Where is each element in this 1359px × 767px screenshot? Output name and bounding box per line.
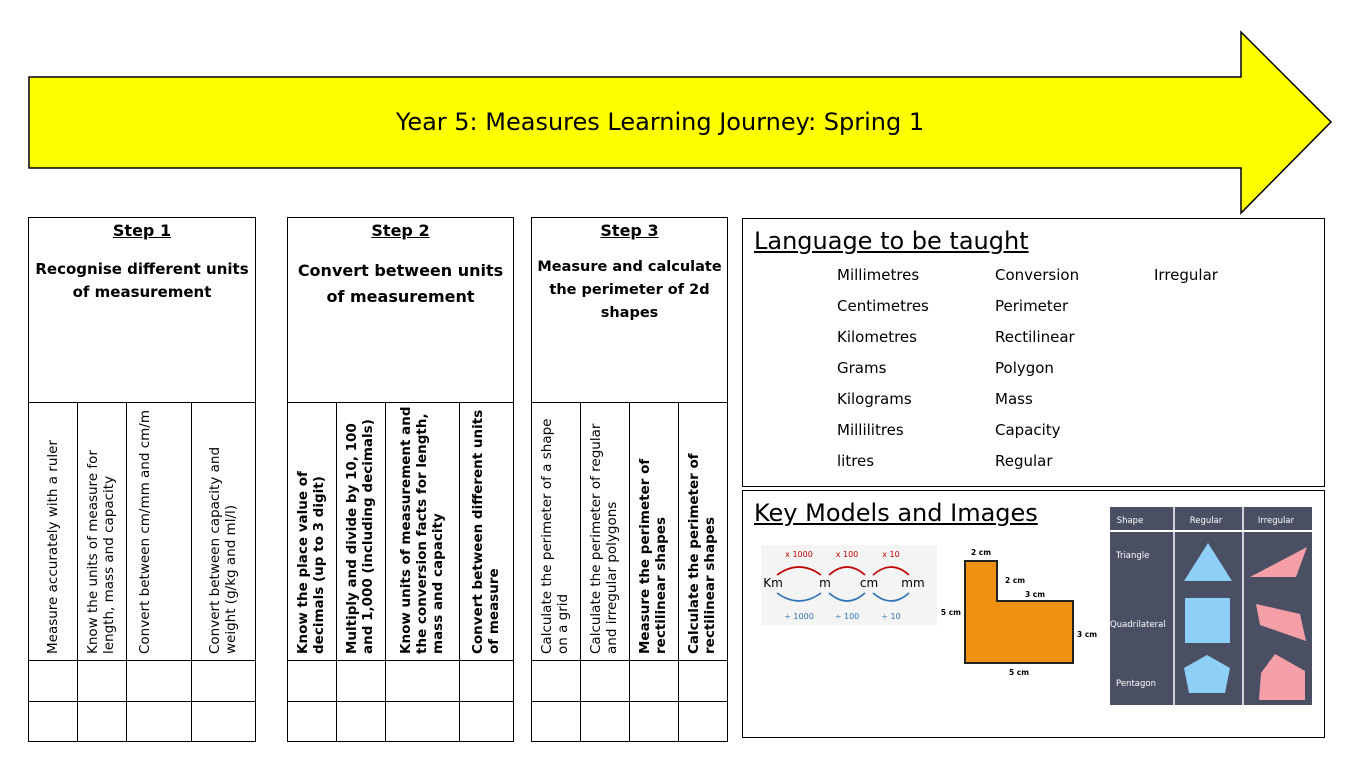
multiply-label: x 1000: [785, 550, 813, 559]
step-2-description: Convert between units of measurement: [297, 261, 504, 306]
step-3-item: Measure the perimeter of rectilinear shapes: [630, 402, 679, 660]
vocabulary-word: Polygon: [995, 359, 1054, 377]
vocabulary-word: Mass: [995, 390, 1033, 408]
vocabulary-word: Regular: [995, 452, 1053, 470]
dimension-label: 3 cm: [1024, 590, 1046, 599]
vocabulary-word: Capacity: [995, 421, 1061, 439]
step-1-item: Convert between capacity and weight (g/kg and ml/l): [206, 446, 239, 654]
step-2-item: Convert between different units of measure: [469, 409, 502, 654]
vocabulary-word: Centimetres: [837, 297, 929, 315]
dimension-label: 5 cm: [1008, 668, 1030, 677]
divide-label: ÷ 100: [834, 612, 860, 621]
dimension-label: 2 cm: [1005, 576, 1026, 585]
multiply-label: x 10: [882, 550, 900, 559]
rectilinear-shape-diagram: [937, 543, 1107, 685]
vocabulary-word: litres: [837, 452, 875, 470]
step-2-title: Step 2: [371, 221, 430, 240]
step-1-description: Recognise different units of measurement: [35, 260, 249, 301]
models-panel: [742, 490, 1325, 738]
vocabulary-word: Millimetres: [837, 266, 920, 284]
page-title: Year 5: Measures Learning Journey: Spring 1: [395, 108, 925, 136]
vocabulary-word: Kilometres: [837, 328, 917, 346]
vocabulary-word: Conversion: [995, 266, 1080, 284]
table-header: Regular: [1189, 516, 1223, 526]
divide-label: ÷ 1000: [784, 612, 814, 621]
step-3-header: [532, 218, 727, 403]
step-1-item: Convert between cm/mm and cm/m: [127, 402, 192, 660]
step-1-header: [29, 218, 255, 403]
step-3-item: Calculate the perimeter of a shape on a grid: [532, 402, 581, 660]
step-3-item: Calculate the perimeter of regular and irregular polygons: [581, 402, 630, 660]
table-row-label: Triangle: [1116, 551, 1150, 561]
step-3-title: Step 3: [600, 221, 659, 240]
dimension-label: 5 cm: [940, 608, 961, 617]
step-1-title: Step 1: [112, 221, 172, 240]
table-row-label: Quadrilateral: [1110, 620, 1166, 630]
multiply-label: x 100: [835, 550, 859, 559]
vocabulary-word: Millilitres: [837, 421, 904, 439]
models-title: Key Models and Images: [754, 499, 1038, 527]
step-2-item: Know units of measurement and the conversion facts for length, mass and capacity: [386, 402, 460, 660]
unit-label: Km: [763, 576, 783, 590]
step-2-card: [287, 217, 514, 742]
regular-square: [1185, 598, 1230, 643]
step-2-header: [288, 218, 513, 403]
divide-label: ÷ 10: [881, 612, 901, 621]
vocabulary-word: Grams: [837, 359, 887, 377]
unit-label: mm: [901, 576, 925, 590]
vocabulary-word: Perimeter: [995, 297, 1069, 315]
table-header: Irregular: [1257, 516, 1295, 526]
step-1-item: Know the units of measure for length, mass and capacity: [78, 402, 127, 660]
unit-conversion-diagram: [761, 545, 937, 625]
dimension-label: 3 cm: [1077, 630, 1098, 639]
language-panel: [742, 218, 1325, 487]
step-3-item: Calculate the perimeter of rectilinear shapes: [686, 453, 718, 654]
step-2-item: Multiply and divide by 10, 100 and 1,000 (including decimals): [337, 402, 386, 660]
vocabulary-word: Rectilinear: [995, 328, 1075, 346]
vocabulary-word: Irregular: [1154, 266, 1218, 284]
step-2-item: Know the place value of decimals (up to 3 digit): [288, 402, 337, 660]
table-row-label: Pentagon: [1116, 679, 1156, 689]
unit-label: m: [819, 576, 831, 590]
step-1-item: Measure accurately with a ruler: [29, 402, 78, 660]
language-title: Language to be taught: [754, 227, 1029, 255]
vocabulary-word: Kilograms: [837, 390, 912, 408]
dimension-label: 2 cm: [970, 548, 992, 557]
table-header: Shape: [1116, 516, 1144, 526]
unit-label: cm: [859, 576, 879, 590]
step-3-description: Measure and calculate the perimeter of 2d shapes: [537, 259, 722, 321]
regular-irregular-shapes-table: [1110, 507, 1312, 705]
step-3-card: [531, 217, 728, 742]
step-1-card: [28, 217, 256, 742]
